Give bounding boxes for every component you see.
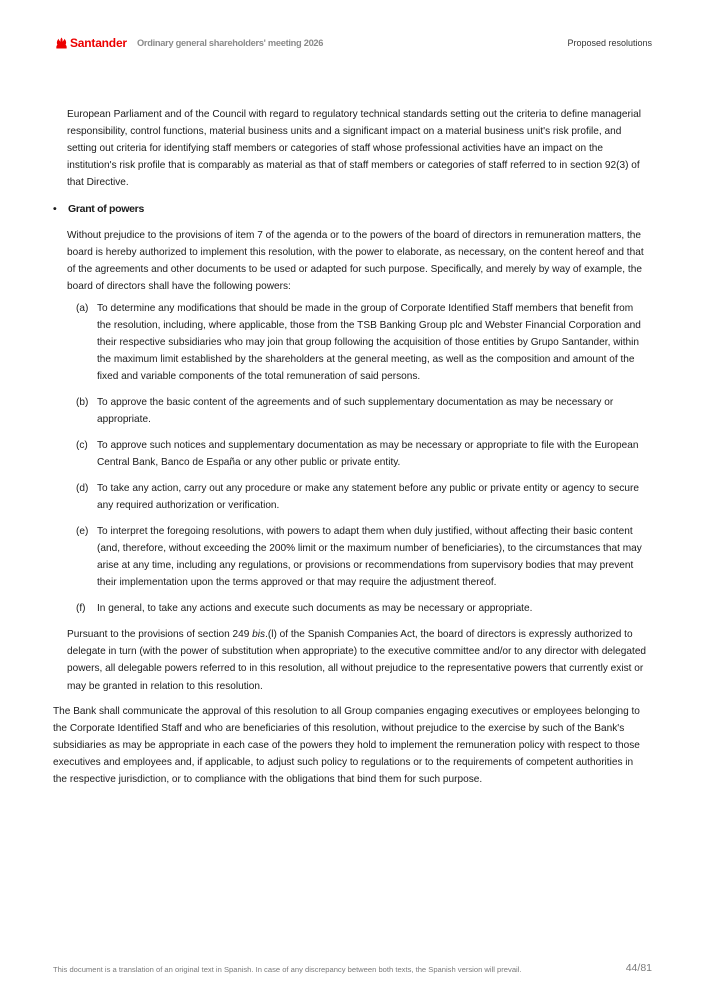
list-item xyxy=(76,300,649,385)
delegation-paragraph xyxy=(67,626,649,694)
document-body xyxy=(0,106,709,788)
section-label: Proposed resolutions xyxy=(567,38,652,48)
delegation-text-end: .(l) of the Spanish Companies Act, the board of directors is expressly authorized to delegate in turn (with the power of substitution when appropriate) to the executive committee and/or to any director with delegated powers, all delegable powers referred to in this resolution, all without prejudice to the representative powers that currently exist or may be granted in relation to this resolution. xyxy=(67,629,647,692)
list-item-text: In general, to take any actions and execute such documents as may be necessary or appropriate. xyxy=(97,603,533,615)
grant-of-powers-heading xyxy=(53,201,709,218)
translation-note: This document is a translation of an original text in Spanish. In case of any discrepancy between both texts, the Spanish version will prevail. xyxy=(53,965,522,974)
list-item-text: To take any action, carry out any procedure or make any statement before any public or private entity or agency to secure any required authorization or verification. xyxy=(97,483,639,512)
list-item-text: To approve such notices and supplementary documentation as may be necessary or appropriate to file with the European Central Bank, Banco de España or any other public or private entity. xyxy=(97,440,639,469)
list-item xyxy=(76,523,649,591)
list-item xyxy=(76,437,649,471)
page-header xyxy=(0,0,709,60)
meeting-title: Ordinary general shareholders' meeting 2026 xyxy=(137,38,324,48)
flame-icon xyxy=(56,37,67,49)
list-item-text: To determine any modifications that should be made in the group of Corporate Identified Staff members that benefit from the resolution, including, where applicable, those from the TSB Banking Group plc and Webster Financial Corporation and their respective subsidiaries who may join that group following the acquisition of those entities by Grupo Santander, within the maximum limit established by the shareholders at the general meeting, as well as the composition and amount of the fixed and variable components of the total remuneration of said persons. xyxy=(97,302,641,383)
bullet: • xyxy=(53,203,57,216)
intro-paragraph: European Parliament and of the Council with regard to regulatory technical standards setting out the criteria to define managerial responsibility, control functions, material business units and a significant impact on a material business unit's risk profile, and setting out criteria for identifying staff members or categories of staff whose professional activities have an impact on the institution's risk profile that is comparably as material as that of staff members or categories of staff referred to in section 92(3) of that Directive. xyxy=(67,109,641,189)
list-item-text: To approve the basic content of the agreements and of such supplementary documentation as may be necessary or appropriate. xyxy=(97,397,614,426)
list-item-text: To interpret the foregoing resolutions, with powers to adapt them when duly justified, without affecting their basic content (and, therefore, without exceeding the 200% limit or the maximum number of beneficiaries), to the circumstances that may arise at any time, including any regulations, or provisions or recommendations from supervisory bodies that may prevent their implementation upon the terms approved or that may require the adjustment thereof. xyxy=(97,526,642,589)
delegation-italic: bis xyxy=(252,629,266,641)
list-item xyxy=(76,394,649,428)
santander-logo xyxy=(56,36,127,50)
list-item xyxy=(76,480,649,514)
list-item xyxy=(76,600,649,617)
list-marker: (d) xyxy=(76,483,89,495)
delegation-text-start: Pursuant to the provisions of section 249 xyxy=(67,629,253,641)
list-marker: (f) xyxy=(76,603,86,615)
page-number: 44/81 xyxy=(625,962,652,974)
list-marker: (c) xyxy=(76,440,88,452)
powers-intro-paragraph: Without prejudice to the provisions of item 7 of the agenda or to the powers of the board of directors in remuneration matters, the board is hereby authorized to implement this resolution, with the power to elaborate, as necessary, on the content hereof and that of the agreements and other documents to be used or adapted for such purpose. Specifically, and merely by way of example, the board of directors shall have the following powers: xyxy=(67,229,644,292)
heading-text: Grant of powers xyxy=(68,203,145,216)
powers-list xyxy=(76,300,649,617)
brand-name: Santander xyxy=(70,36,127,50)
list-marker: (a) xyxy=(76,302,89,314)
list-marker: (e) xyxy=(76,526,89,538)
list-marker: (b) xyxy=(76,397,89,409)
closing-paragraph: The Bank shall communicate the approval of this resolution to all Group companies engaging executives or employees belonging to the Corporate Identified Staff and who are beneficiaries of this resolution, without prejudice to the exercise by such of the Bank's subsidiaries as may be appropriate in each case of the powers they hold to implement the remuneration policy with respect to those executives and employees and, if applicable, to adjust such policy to regulations or to the requirements of competent authorities in the respective jurisdiction, or to compliance with the obligations that bind them for such purpose. xyxy=(53,705,640,785)
